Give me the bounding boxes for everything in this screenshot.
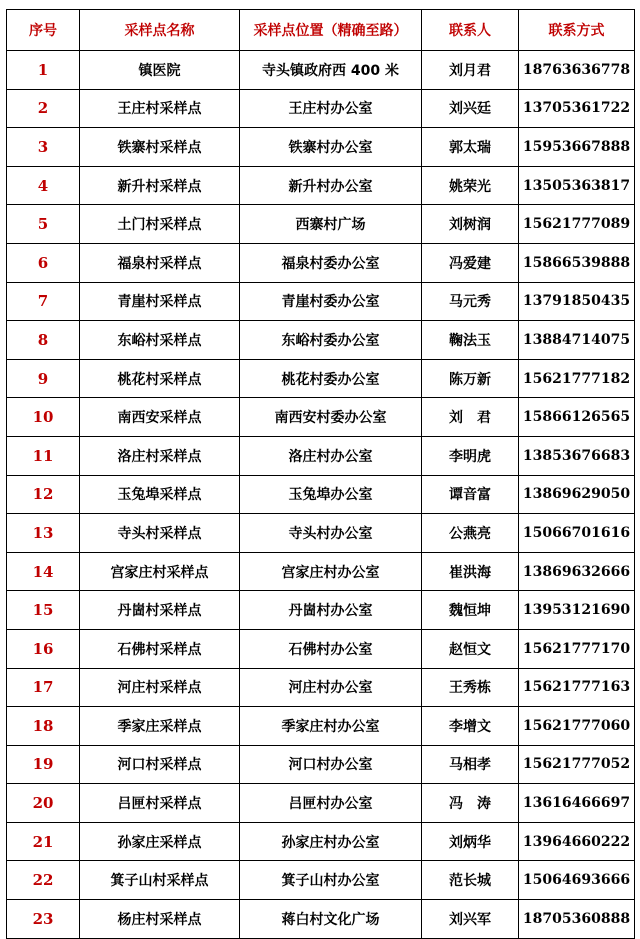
- cell-site-name: 河口村采样点: [80, 745, 240, 784]
- cell-index: 14: [7, 552, 80, 591]
- sampling-sites-table: [6, 9, 635, 939]
- cell-index: 20: [7, 784, 80, 823]
- cell-phone: 15064693666: [519, 861, 635, 900]
- cell-site-name: 福泉村采样点: [80, 243, 240, 282]
- cell-location: 宫家庄村办公室: [240, 552, 422, 591]
- header-contact: 联系人: [422, 10, 519, 51]
- cell-location: 铁寨村办公室: [240, 128, 422, 167]
- cell-location: 季家庄村办公室: [240, 707, 422, 746]
- cell-index: 3: [7, 128, 80, 167]
- cell-site-name: 吕匣村采样点: [80, 784, 240, 823]
- cell-phone: 13953121690: [519, 591, 635, 630]
- cell-index: 9: [7, 359, 80, 398]
- cell-contact: 鞠法玉: [422, 321, 519, 360]
- cell-phone: 13853676683: [519, 436, 635, 475]
- cell-site-name: 青崖村采样点: [80, 282, 240, 321]
- cell-contact: 公燕亮: [422, 514, 519, 553]
- cell-site-name: 季家庄采样点: [80, 707, 240, 746]
- cell-location: 东峪村委办公室: [240, 321, 422, 360]
- cell-phone: 15621777052: [519, 745, 635, 784]
- table-row: [7, 591, 635, 630]
- header-index: 序号: [7, 10, 80, 51]
- cell-location: 石佛村办公室: [240, 629, 422, 668]
- cell-index: 18: [7, 707, 80, 746]
- cell-phone: 13964660222: [519, 822, 635, 861]
- cell-contact: 刘月君: [422, 51, 519, 90]
- cell-phone: 13791850435: [519, 282, 635, 321]
- cell-location: 玉兔埠办公室: [240, 475, 422, 514]
- table-row: [7, 243, 635, 282]
- cell-location: 南西安村委办公室: [240, 398, 422, 437]
- cell-location: 河口村办公室: [240, 745, 422, 784]
- cell-contact: 马元秀: [422, 282, 519, 321]
- cell-site-name: 石佛村采样点: [80, 629, 240, 668]
- cell-index: 17: [7, 668, 80, 707]
- cell-index: 12: [7, 475, 80, 514]
- cell-location: 桃花村委办公室: [240, 359, 422, 398]
- cell-site-name: 孙家庄采样点: [80, 822, 240, 861]
- cell-site-name: 宫家庄村采样点: [80, 552, 240, 591]
- cell-location: 蒋白村文化广场: [240, 900, 422, 939]
- table-row: [7, 629, 635, 668]
- cell-index: 7: [7, 282, 80, 321]
- cell-contact: 郭太瑞: [422, 128, 519, 167]
- cell-location: 福泉村委办公室: [240, 243, 422, 282]
- cell-index: 1: [7, 51, 80, 90]
- cell-location: 洛庄村办公室: [240, 436, 422, 475]
- table-row: [7, 822, 635, 861]
- cell-index: 11: [7, 436, 80, 475]
- cell-location: 寺头镇政府西 400 米: [240, 51, 422, 90]
- cell-location: 箕子山村办公室: [240, 861, 422, 900]
- cell-phone: 13884714075: [519, 321, 635, 360]
- cell-location: 孙家庄村办公室: [240, 822, 422, 861]
- cell-site-name: 王庄村采样点: [80, 89, 240, 128]
- cell-index: 2: [7, 89, 80, 128]
- table-row: [7, 51, 635, 90]
- cell-index: 6: [7, 243, 80, 282]
- cell-site-name: 箕子山村采样点: [80, 861, 240, 900]
- table-row: [7, 707, 635, 746]
- table-row: [7, 321, 635, 360]
- cell-contact: 赵恒文: [422, 629, 519, 668]
- table-row: [7, 668, 635, 707]
- cell-location: 吕匣村办公室: [240, 784, 422, 823]
- cell-phone: 15621777089: [519, 205, 635, 244]
- cell-site-name: 土门村采样点: [80, 205, 240, 244]
- cell-index: 21: [7, 822, 80, 861]
- cell-phone: 15866126565: [519, 398, 635, 437]
- table-row: [7, 359, 635, 398]
- header-location: 采样点位置（精确至路）: [240, 10, 422, 51]
- cell-site-name: 南西安采样点: [80, 398, 240, 437]
- table-row: [7, 861, 635, 900]
- table-row: [7, 398, 635, 437]
- cell-contact: 马相孝: [422, 745, 519, 784]
- cell-location: 新升村办公室: [240, 166, 422, 205]
- cell-index: 22: [7, 861, 80, 900]
- cell-contact: 刘兴廷: [422, 89, 519, 128]
- cell-contact: 陈万新: [422, 359, 519, 398]
- cell-phone: 15866539888: [519, 243, 635, 282]
- table-row: [7, 282, 635, 321]
- table-row: [7, 475, 635, 514]
- cell-site-name: 河庄村采样点: [80, 668, 240, 707]
- cell-phone: 15621777182: [519, 359, 635, 398]
- cell-site-name: 丹崮村采样点: [80, 591, 240, 630]
- cell-contact: 刘兴军: [422, 900, 519, 939]
- cell-contact: 冯 涛: [422, 784, 519, 823]
- cell-index: 15: [7, 591, 80, 630]
- cell-index: 10: [7, 398, 80, 437]
- cell-location: 河庄村办公室: [240, 668, 422, 707]
- cell-phone: 13705361722: [519, 89, 635, 128]
- cell-contact: 姚荣光: [422, 166, 519, 205]
- table-row: [7, 166, 635, 205]
- cell-contact: 李明虎: [422, 436, 519, 475]
- table-body: [7, 51, 635, 939]
- cell-location: 丹崮村办公室: [240, 591, 422, 630]
- cell-index: 16: [7, 629, 80, 668]
- cell-index: 23: [7, 900, 80, 939]
- cell-index: 19: [7, 745, 80, 784]
- cell-contact: 谭音富: [422, 475, 519, 514]
- cell-contact: 刘树润: [422, 205, 519, 244]
- cell-phone: 18763636778: [519, 51, 635, 90]
- cell-phone: 15066701616: [519, 514, 635, 553]
- header-row: [7, 10, 635, 51]
- cell-phone: 13869632666: [519, 552, 635, 591]
- cell-site-name: 镇医院: [80, 51, 240, 90]
- table-row: [7, 514, 635, 553]
- cell-site-name: 新升村采样点: [80, 166, 240, 205]
- table-row: [7, 205, 635, 244]
- table-row: [7, 89, 635, 128]
- cell-location: 青崖村委办公室: [240, 282, 422, 321]
- cell-site-name: 杨庄村采样点: [80, 900, 240, 939]
- header-phone: 联系方式: [519, 10, 635, 51]
- cell-contact: 刘 君: [422, 398, 519, 437]
- cell-contact: 李增文: [422, 707, 519, 746]
- cell-index: 8: [7, 321, 80, 360]
- cell-contact: 刘炳华: [422, 822, 519, 861]
- cell-contact: 崔洪海: [422, 552, 519, 591]
- cell-site-name: 桃花村采样点: [80, 359, 240, 398]
- cell-index: 13: [7, 514, 80, 553]
- cell-phone: 15621777060: [519, 707, 635, 746]
- cell-site-name: 铁寨村采样点: [80, 128, 240, 167]
- cell-index: 5: [7, 205, 80, 244]
- table-row: [7, 128, 635, 167]
- cell-site-name: 寺头村采样点: [80, 514, 240, 553]
- table-row: [7, 784, 635, 823]
- cell-phone: 13505363817: [519, 166, 635, 205]
- cell-phone: 13616466697: [519, 784, 635, 823]
- cell-site-name: 洛庄村采样点: [80, 436, 240, 475]
- cell-phone: 15953667888: [519, 128, 635, 167]
- cell-contact: 冯爱建: [422, 243, 519, 282]
- cell-site-name: 玉兔埠采样点: [80, 475, 240, 514]
- table-row: [7, 900, 635, 939]
- table-row: [7, 436, 635, 475]
- header-site-name: 采样点名称: [80, 10, 240, 51]
- cell-contact: 魏恒坤: [422, 591, 519, 630]
- cell-site-name: 东峪村采样点: [80, 321, 240, 360]
- table-row: [7, 745, 635, 784]
- cell-contact: 王秀栋: [422, 668, 519, 707]
- cell-phone: 13869629050: [519, 475, 635, 514]
- cell-phone: 18705360888: [519, 900, 635, 939]
- cell-location: 王庄村办公室: [240, 89, 422, 128]
- cell-contact: 范长城: [422, 861, 519, 900]
- cell-location: 西寨村广场: [240, 205, 422, 244]
- cell-location: 寺头村办公室: [240, 514, 422, 553]
- cell-phone: 15621777163: [519, 668, 635, 707]
- cell-phone: 15621777170: [519, 629, 635, 668]
- cell-index: 4: [7, 166, 80, 205]
- table-row: [7, 552, 635, 591]
